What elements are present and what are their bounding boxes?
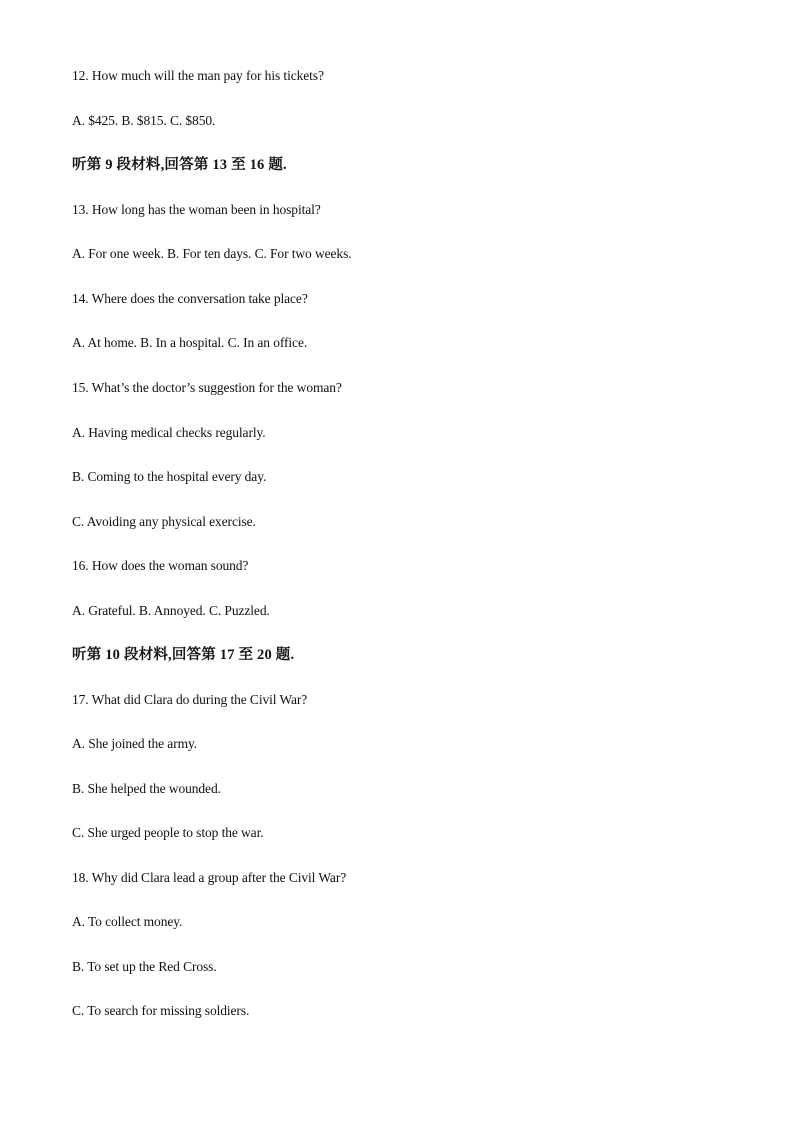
question-12: 12. How much will the man pay for his tickets? <box>72 68 324 83</box>
section-heading-10: 听第 10 段材料,回答第 17 至 20 题. <box>72 647 295 663</box>
question-17-option-c: C. She urged people to stop the war. <box>72 825 264 840</box>
question-15-option-a: A. Having medical checks regularly. <box>72 425 266 440</box>
question-13: 13. How long has the woman been in hospital? <box>72 202 321 217</box>
question-15: 15. What’s the doctor’s suggestion for the woman? <box>72 380 342 395</box>
question-18-option-b: B. To set up the Red Cross. <box>72 959 217 974</box>
question-12-options: A. $425. B. $815. C. $850. <box>72 113 216 128</box>
question-15-option-b: B. Coming to the hospital every day. <box>72 469 267 484</box>
question-16-options: A. Grateful. B. Annoyed. C. Puzzled. <box>72 603 270 618</box>
question-18: 18. Why did Clara lead a group after the Civil War? <box>72 870 347 885</box>
section-heading-9: 听第 9 段材料,回答第 13 至 16 题. <box>72 157 287 173</box>
question-18-option-c: C. To search for missing soldiers. <box>72 1003 250 1018</box>
question-18-option-a: A. To collect money. <box>72 914 183 929</box>
question-13-options: A. For one week. B. For ten days. C. For two weeks. <box>72 246 352 261</box>
question-17: 17. What did Clara do during the Civil War? <box>72 692 308 707</box>
question-17-option-b: B. She helped the wounded. <box>72 781 221 796</box>
question-15-option-c: C. Avoiding any physical exercise. <box>72 514 256 529</box>
question-16: 16. How does the woman sound? <box>72 558 249 573</box>
question-14-options: A. At home. B. In a hospital. C. In an office. <box>72 335 308 350</box>
question-17-option-a: A. She joined the army. <box>72 736 198 751</box>
question-14: 14. Where does the conversation take place? <box>72 291 308 306</box>
